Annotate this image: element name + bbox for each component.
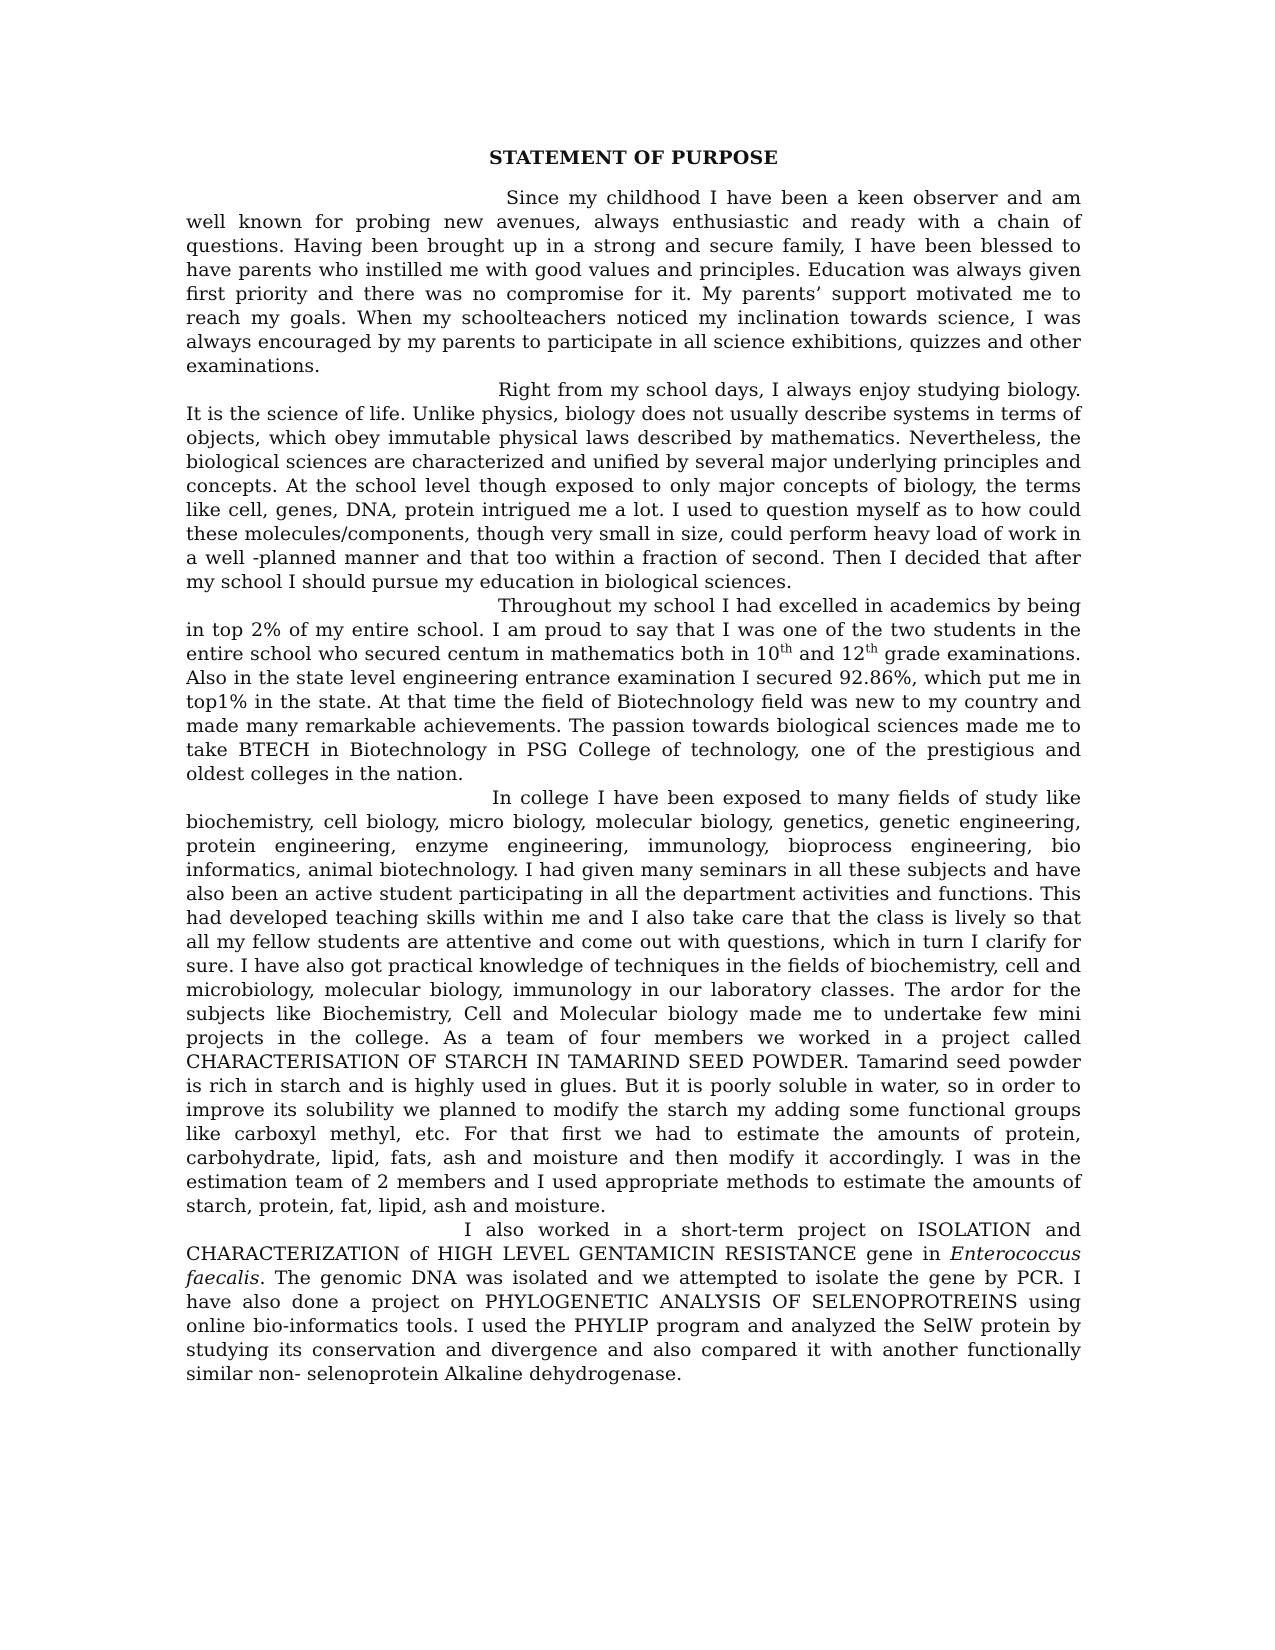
superscript-th-12: th [865,641,878,656]
paragraph-academics-text-3: grade examinations. Also in the state level engineering entrance examination I secured 92.86%, which put me in top1% in the state. At that time the field of Biotechnology field was new to my country and made many remarkable achievements. The passion towards biological sciences made me to take BTECH in Biotechnology in PSG College of technology, one of the prestigious and oldest colleges in the nation. [186,643,1082,785]
paragraph-academics-text-1: Throughout my school I had excelled in academics by being in top 2% of my entire school. I am proud to say that I was one of the two students in the entire school who secured centum in mathematics both in 10 [186,595,1081,665]
paragraph-college: In college I have been exposed to many fields of study like biochemistry, cell biology, micro biology, molecular biology, genetics, genetic engineering, protein engineering, enzyme engineering, immunology, bioprocess engineering, bio informatics, animal biotechnology. I had given many seminars in all these subjects and have also been an active student participating in all the department activities and functions. This had developed teaching skills within me and I also take care that the class is lively so that all my fellow students are attentive and come out with questions, which in turn I clarify for sure. I have also got practical knowledge of techniques in the fields of biochemistry, cell and microbiology, molecular biology, immunology in our laboratory classes. The ardor for the subjects like Biochemistry, Cell and Molecular biology made me to undertake few mini projects in the college. As a team of four members we worked in a project called CHARACTERISATION OF STARCH IN TAMARIND SEED POWDER. Tamarind seed powder is rich in starch and is highly used in glues. But it is poorly soluble in water, so in order to improve its solubility we planned to modify the starch my adding some functional groups like carboxyl methyl, etc. For that first we had to estimate the amounts of protein, carbohydrate, lipid, fats, ash and moisture and then modify it accordingly. I was in the estimation team of 2 members and I used appropriate methods to estimate the amounts of starch, protein, fat, lipid, ash and moisture. [186,787,1081,1217]
paragraph-childhood: Since my childhood I have been a keen observer and am well known for probing new avenues, always enthusiastic and ready with a chain of questions. Having been brought up in a strong and secure family, I have been blessed to have parents who instilled me with good values and principles. Education was always given first priority and there was no compromise for it. My parents’ support motivated me to reach my goals. When my schoolteachers noticed my inclination towards science, I was always encouraged by my parents to participate in all science exhibitions, quizzes and other examinations. [186,187,1081,377]
paragraph-projects-text-2: . The genomic DNA was isolated and we attempted to isolate the gene by PCR. I have also done a project on PHYLOGENETIC ANALYSIS OF SELENOPROTREINS using online bio-informatics tools. I used the PHYLIP program and analyzed the SelW protein by studying its conservation and divergence and also compared it with another functionally similar non- selenoprotein Alkaline dehydrogenase. [186,1267,1081,1385]
species-name: Enterococcus faecalis [186,1243,1081,1289]
paragraph-academics [186,594,1081,786]
paragraph-biology: Right from my school days, I always enjoy studying biology. It is the science of life. Unlike physics, biology does not usually describe systems in terms of objects, which obey immutable physical laws described by mathematics. Nevertheless, the biological sciences are characterized and unified by several major underlying principles and concepts. At the school level though exposed to only major concepts of biology, the terms like cell, genes, DNA, protein intrigued me a lot. I used to question myself as to how could these molecules/components, though very small in size, could perform heavy load of work in a well -planned manner and that too within a fraction of second. Then I decided that after my school I should pursue my education in biological sciences. [186,379,1081,593]
paragraph-projects [186,1218,1081,1386]
paragraph-academics-text-2: and 12 [792,643,866,665]
document-page [186,146,1081,1386]
page-title: STATEMENT OF PURPOSE [488,147,779,169]
superscript-th-10: th [779,641,793,656]
paragraph-projects-text-1: I also worked in a short-term project on ISOLATION and CHARACTERIZATION of HIGH LEVEL GENTAMICIN RESISTANCE gene in [186,1219,1081,1265]
